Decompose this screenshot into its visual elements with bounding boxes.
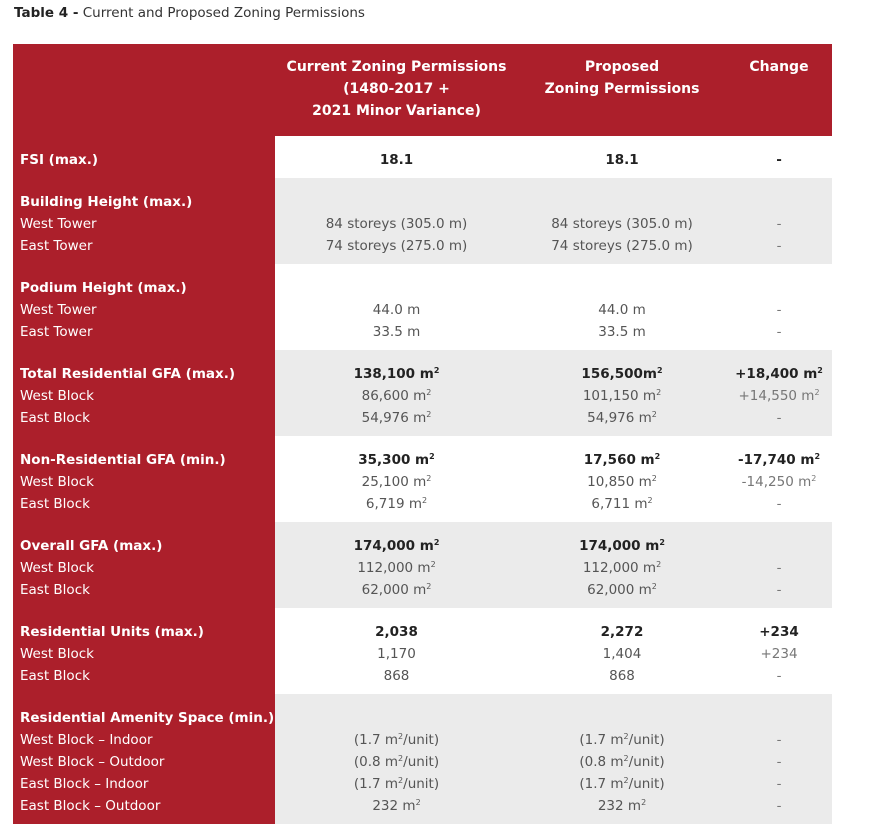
cell-text: 86,600 $m^2$ (361, 388, 432, 404)
cell-text: (0.8 $m^2/unit$) (579, 754, 665, 770)
table-header-row (13, 44, 832, 136)
row-label-cell (13, 436, 275, 522)
table-number: Table 4 - (14, 5, 79, 21)
cell-heading-text (727, 535, 831, 557)
cell-heading-text: Podium Height (max.) (20, 280, 187, 296)
proposed-value-cell (518, 522, 726, 608)
cell-text: 33.5 m (598, 324, 646, 340)
row-label-cell (13, 522, 275, 608)
cell-heading-text (276, 277, 517, 299)
row-label-cell (13, 350, 275, 436)
current-value-cell (275, 608, 518, 694)
cell-text: - (776, 776, 782, 792)
header-current-line: Current Zoning Permissions (286, 59, 507, 75)
cell-text: - (776, 302, 782, 318)
cell-heading-text: -17,740 $m^2$ (737, 452, 821, 468)
cell-text: West Tower (20, 216, 97, 232)
cell-text: East Block – Outdoor (20, 798, 161, 814)
current-value-cell (275, 178, 518, 264)
cell-text: - (776, 754, 782, 770)
cell-heading-text (727, 191, 831, 213)
header-current (275, 44, 518, 136)
cell-text: - (776, 496, 782, 512)
cell-text: East Tower (20, 238, 93, 254)
cell-heading-text (276, 707, 517, 729)
cell-text: East Block (20, 496, 90, 512)
cell-text: 112,000 $m^2$ (582, 560, 662, 576)
cell-text: - (776, 798, 782, 814)
change-value-cell (726, 608, 832, 694)
cell-heading-text (727, 707, 831, 729)
cell-text: (1.7 $m^2/unit$) (579, 776, 665, 792)
table-row (13, 136, 832, 178)
table-row (13, 178, 832, 264)
change-value-cell (726, 264, 832, 350)
cell-text: 44.0 m (372, 302, 421, 318)
cell-text: 74 storeys (275.0 m) (551, 238, 693, 254)
change-value-cell (726, 178, 832, 264)
cell-heading-text: Building Height (max.) (20, 194, 193, 210)
cell-text: West Tower (20, 302, 97, 318)
cell-text: (1.7 $m^2/unit$) (579, 732, 665, 748)
row-label-cell (13, 694, 275, 824)
cell-text: 62,000 $m^2$ (361, 582, 432, 598)
cell-text: East Block (20, 410, 90, 426)
cell-heading-text (519, 191, 725, 213)
cell-heading-text: Residential Amenity Space (min.) (20, 710, 275, 726)
table-title: Current and Proposed Zoning Permissions (82, 5, 365, 21)
cell-text: West Block – Outdoor (20, 754, 165, 770)
cell-text: 62,000 $m^2$ (587, 582, 657, 598)
change-value-cell (726, 522, 832, 608)
cell-text: 6,711 $m^2$ (591, 496, 653, 512)
cell-heading-text: Total Residential GFA (max.) (20, 366, 235, 382)
current-value-cell (275, 436, 518, 522)
change-value-cell (726, 436, 832, 522)
row-label-cell (13, 136, 275, 178)
cell-text: - (776, 582, 782, 598)
cell-text: 6,719 $m^2$ (365, 496, 428, 512)
current-value-cell (275, 136, 518, 178)
cell-text: West Block (20, 646, 94, 662)
cell-heading-text: 174,000 $m^2$ (353, 538, 440, 554)
zoning-permissions-table (13, 44, 832, 824)
cell-text: 1,170 (377, 646, 416, 662)
cell-text: 33.5 m (372, 324, 421, 340)
header-proposed (518, 44, 726, 136)
header-proposed-line: Zoning Permissions (544, 81, 700, 97)
cell-heading-text: 2,038 (375, 624, 418, 640)
cell-heading-text: 18.1 (379, 152, 414, 168)
table-row (13, 264, 832, 350)
cell-heading-text: 138,100 $m^2$ (353, 366, 440, 382)
current-value-cell (275, 522, 518, 608)
cell-heading-text: 18.1 (605, 152, 639, 168)
cell-text: West Block – Indoor (20, 732, 153, 748)
cell-text: - (776, 560, 782, 576)
cell-text: West Block (20, 560, 94, 576)
change-value-cell (726, 350, 832, 436)
cell-text: (1.7 $m^2/unit$) (353, 776, 440, 792)
table-body (13, 136, 832, 824)
cell-heading-text: +234 (759, 624, 799, 640)
cell-text: - (776, 324, 782, 340)
header-label-column (13, 44, 275, 136)
cell-text: East Block – Indoor (20, 776, 149, 792)
cell-text: +234 (760, 646, 798, 662)
header-change-line: Change (749, 59, 809, 75)
cell-heading-text: 17,560 $m^2$ (583, 452, 661, 468)
cell-text: 868 (383, 668, 410, 684)
current-value-cell (275, 264, 518, 350)
proposed-value-cell (518, 694, 726, 824)
table-row (13, 350, 832, 436)
header-change (726, 44, 832, 136)
proposed-value-cell (518, 436, 726, 522)
cell-heading-text: 2,272 (600, 624, 644, 640)
cell-text: - (776, 668, 782, 684)
proposed-value-cell (518, 264, 726, 350)
table-row (13, 608, 832, 694)
row-label-cell (13, 608, 275, 694)
cell-text: 10,850 $m^2$ (587, 474, 657, 490)
cell-heading-text: $156,500m^2$ (581, 366, 663, 382)
row-label-cell (13, 178, 275, 264)
row-label-cell (13, 264, 275, 350)
cell-text: 1,404 (602, 646, 642, 662)
current-value-cell (275, 350, 518, 436)
proposed-value-cell (518, 136, 726, 178)
cell-heading-text: Non-Residential GFA (min.) (20, 452, 226, 468)
cell-text: 44.0 m (598, 302, 646, 318)
cell-text: East Block (20, 668, 90, 684)
cell-heading-text: Overall GFA (max.) (20, 538, 163, 554)
cell-text: 868 (609, 668, 635, 684)
cell-heading-text: 35,300 $m^2$ (358, 452, 435, 468)
cell-heading-text (727, 277, 831, 299)
cell-text: 112,000 $m^2$ (357, 560, 436, 576)
change-value-cell (726, 136, 832, 178)
cell-heading-text: +18,400 $m^2$ (735, 366, 823, 382)
cell-text: -14,250 $m^2$ (741, 474, 817, 490)
cell-heading-text: Residential Units (max.) (20, 624, 204, 640)
table-row (13, 694, 832, 824)
cell-text: East Block (20, 582, 90, 598)
cell-text: - (776, 216, 782, 232)
table-caption (14, 5, 365, 21)
cell-text: 25,100 $m^2$ (361, 474, 432, 490)
cell-text: - (776, 732, 782, 748)
cell-text: 54,976 $m^2$ (361, 410, 432, 426)
cell-text: West Block (20, 388, 94, 404)
cell-heading-text (276, 191, 517, 213)
cell-text: - (776, 410, 782, 426)
table-row (13, 522, 832, 608)
current-value-cell (275, 694, 518, 824)
proposed-value-cell (518, 608, 726, 694)
table-row (13, 436, 832, 522)
proposed-value-cell (518, 350, 726, 436)
cell-text: (0.8 $m^2/unit$) (353, 754, 440, 770)
cell-text: 54,976 $m^2$ (587, 410, 657, 426)
cell-text: (1.7 $m^2/unit$) (353, 732, 440, 748)
cell-text: 84 storeys (305.0 m) (325, 216, 468, 232)
cell-text: 74 storeys (275.0 m) (325, 238, 468, 254)
change-value-cell (726, 694, 832, 824)
header-proposed-line: Proposed (584, 59, 660, 75)
cell-text: West Block (20, 474, 94, 490)
cell-text: 232 $m^2$ (597, 798, 647, 814)
cell-text: 101,150 $m^2$ (582, 388, 662, 404)
header-current-line: 2021 Minor Variance) (312, 103, 481, 119)
header-current-line: (1480-2017 + (343, 81, 450, 97)
cell-text: +14,550 $m^2$ (738, 388, 820, 404)
cell-heading-text (519, 277, 725, 299)
cell-heading-text (519, 707, 725, 729)
cell-text: East Tower (20, 324, 93, 340)
cell-text: 84 storeys (305.0 m) (551, 216, 693, 232)
cell-heading-text: FSI (max.) (20, 152, 99, 168)
cell-text: - (776, 238, 782, 254)
cell-text: 232 $m^2$ (372, 798, 421, 814)
cell-heading-text: 174,000 $m^2$ (579, 538, 665, 554)
cell-heading-text: - (776, 152, 782, 168)
proposed-value-cell (518, 178, 726, 264)
